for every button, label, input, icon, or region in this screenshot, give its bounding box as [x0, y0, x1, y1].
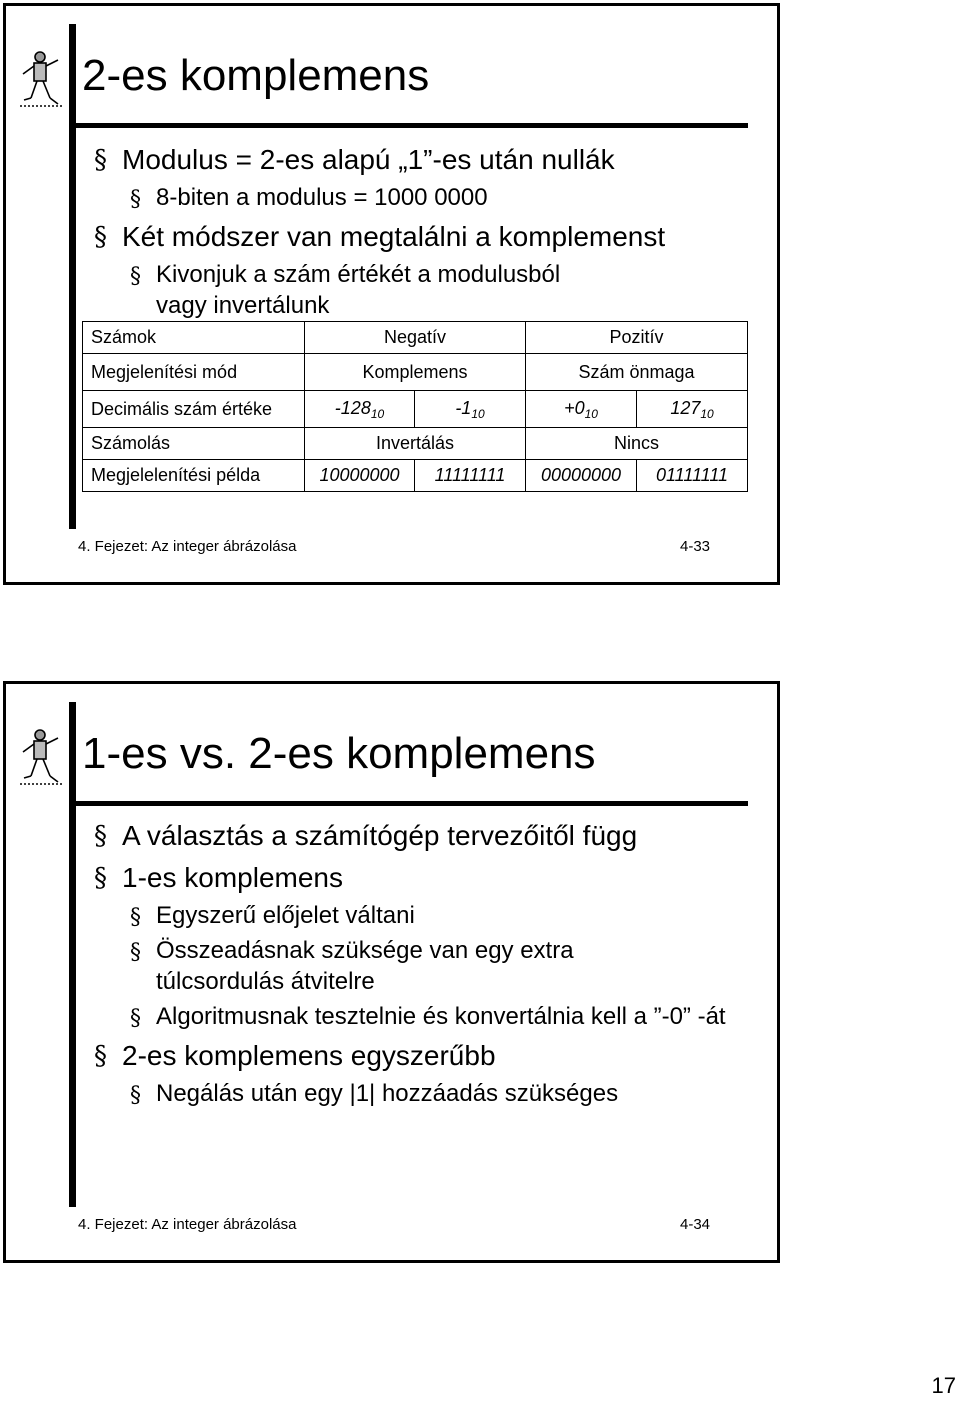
table-cell: $-1_{10}$: [415, 391, 526, 428]
bullet-icon: §: [130, 1083, 141, 1108]
table-cell: Negatív: [305, 322, 526, 354]
page-number: 17: [931, 1373, 956, 1398]
bullet-icon: §: [94, 222, 107, 252]
table-row: [83, 354, 748, 391]
table-row: [83, 322, 748, 354]
row-header: Számok: [83, 322, 305, 354]
mascot-figure-icon: [18, 48, 64, 108]
bullet-item: § Két módszer van megtalálni a komplemenst: [94, 221, 666, 252]
bullet-icon: §: [130, 187, 141, 212]
bullet-icon: §: [94, 821, 107, 851]
slide-title: 2-es komplemens: [82, 51, 430, 100]
sub-bullet-item: § Algoritmusnak tesztelnie és konvertálnia kell a ”-0” -át: [130, 1003, 726, 1031]
table-cell: Komplemens: [305, 354, 526, 391]
sub-bullet-item: § Egyszerű előjelet váltani: [130, 902, 415, 930]
bullet-item: § 2-es komplemens egyszerűbb: [94, 1040, 496, 1071]
bullet-item: § 1-es komplemens: [94, 862, 343, 893]
table-cell: Pozitív: [526, 322, 748, 354]
table-cell: 00000000: [526, 460, 637, 492]
row-header: Megjelenítési mód: [83, 354, 305, 391]
slide-footer: 4. Fejezet: Az integer ábrázolása: [78, 1216, 297, 1233]
table-row: [83, 428, 748, 460]
table-row: [83, 391, 748, 428]
table-cell: Nincs: [526, 428, 748, 460]
slide-4-33: [3, 3, 780, 585]
bullet-icon: §: [130, 264, 141, 289]
bullet-list: [90, 812, 750, 1109]
table-row: [83, 460, 748, 492]
table-cell: Invertálás: [305, 428, 526, 460]
bullet-icon: §: [94, 145, 107, 175]
table-cell: Szám önmaga: [526, 354, 748, 391]
title-horizontal-rule: [69, 123, 748, 128]
table-cell: $127_{10}$: [637, 391, 748, 428]
table-cell: $+0_{10}$: [526, 391, 637, 428]
table-cell: 11111111: [415, 460, 526, 492]
bullet-icon: §: [130, 905, 141, 930]
title-vertical-rule: [69, 24, 76, 529]
sub-bullet-item: § Kivonjuk a szám értékét a modulusból vagy invertálunk: [130, 261, 561, 319]
bullet-icon: §: [130, 940, 141, 965]
slide-number: 4-34: [680, 1216, 711, 1233]
table-cell: 10000000: [305, 460, 415, 492]
slide-number: 4-33: [680, 538, 711, 555]
table-cell: 01111111: [637, 460, 748, 492]
row-header: Decimális szám értéke: [83, 391, 305, 428]
sub-bullet-item: § Összeadásnak szüksége van egy extra túlcsordulás átvitelre: [130, 937, 574, 995]
slide-title: 1-es vs. 2-es komplemens: [82, 729, 596, 778]
bullet-item: § Modulus = 2-es alapú „1”-es után nullák: [94, 144, 615, 175]
slide-footer: 4. Fejezet: Az integer ábrázolása: [78, 538, 297, 555]
sub-bullet-item: § 8-biten a modulus = 1000 0000: [130, 184, 488, 212]
title-horizontal-rule: [69, 801, 748, 806]
slide-4-34: [3, 681, 780, 1263]
row-header: Megjelelenítési példa: [83, 460, 305, 492]
title-vertical-rule: [69, 702, 76, 1207]
bullet-icon: §: [130, 1006, 141, 1031]
bullet-list: [90, 136, 750, 321]
mascot-figure-icon: [18, 726, 64, 786]
sub-bullet-item: § Negálás után egy |1| hozzáadás szükséges: [130, 1080, 619, 1108]
bullet-icon: §: [94, 1041, 107, 1071]
bullet-icon: §: [94, 863, 107, 893]
table-cell: $-128_{10}$: [305, 391, 415, 428]
complement-table: [82, 321, 748, 492]
row-header: Számolás: [83, 428, 305, 460]
bullet-item: § A választás a számítógép tervezőitől függ: [94, 820, 638, 851]
